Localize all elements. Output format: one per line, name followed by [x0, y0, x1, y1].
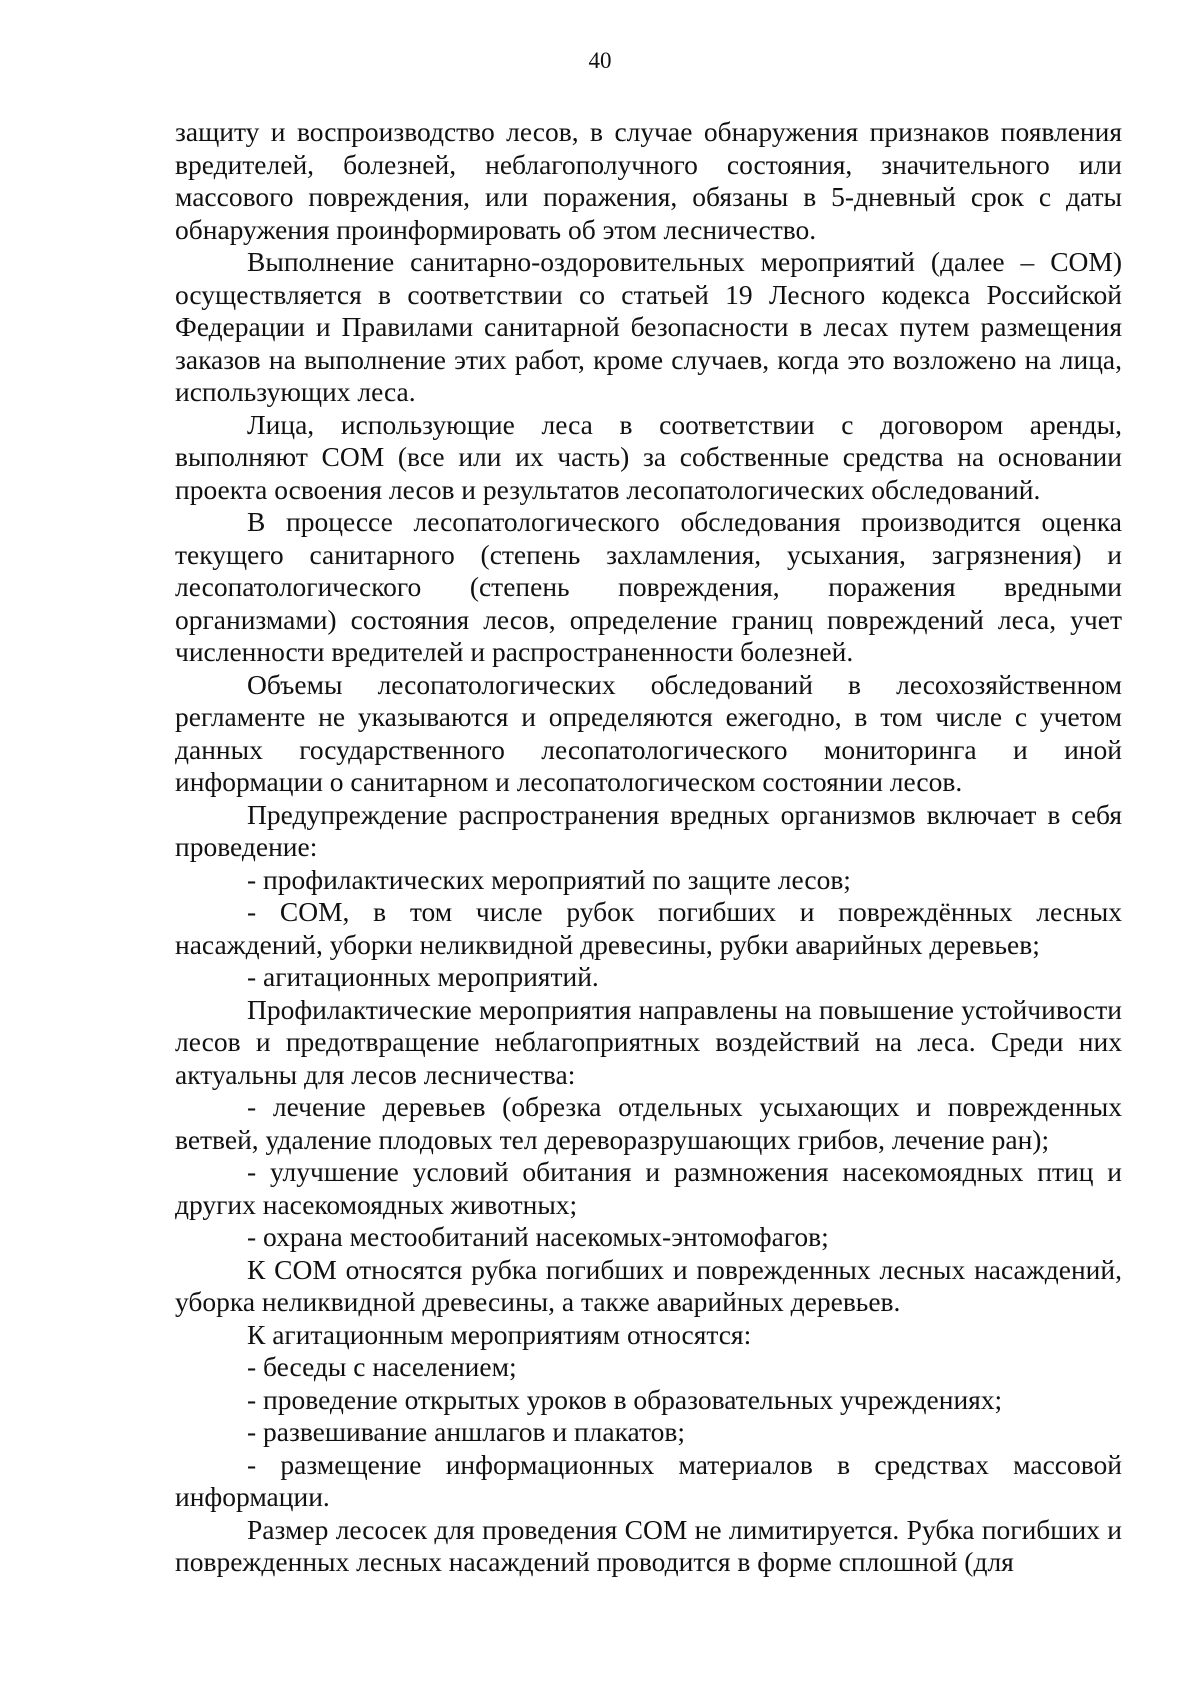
paragraph-survey-volumes: Объемы лесопатологических обследований в лесохозяйственном регламенте не указываются и определяются ежегодно, в том числе с учетом данных государственного лесопатологического мониторинга и иной информации о санитарном и лесопатологическом состоянии лесов. — [175, 668, 1122, 797]
list-item: - проведение открытых уроков в образовательных учреждениях; — [247, 1383, 1003, 1415]
paragraph-continuation: защиту и воспроизводство лесов, в случае обнаружения признаков появления вредителей, болезней, неблагополучного состояния, значительного или массового повреждения, или поражения, обязаны в 5-дневный срок с даты обнаружения проинформировать об этом лесничество. — [175, 116, 1122, 245]
list-item: - лечение деревьев (обрезка отдельных усыхающих и поврежденных ветвей, удаление плодовых тел дереворазрушающих грибов, лечение ран); — [175, 1091, 1122, 1155]
list-item: - СОМ, в том числе рубок погибших и повреждённых лесных насаждений, уборки неликвидной древесины, рубки аварийных деревьев; — [175, 896, 1122, 960]
page-number: 40 — [588, 48, 612, 73]
paragraph-lessees: Лица, использующие леса в соответствии с договором аренды, выполняют СОМ (все или их часть) за собственные средства на основании проекта освоения лесов и результатов лесопатологических обследований. — [175, 408, 1122, 505]
paragraph-cutting-size: Размер лесосек для проведения СОМ не лимитируется. Рубка погибших и поврежденных лесных насаждений проводится в форме сплошной (для — [175, 1513, 1122, 1577]
list-item: - охрана местообитаний насекомых-энтомофагов; — [247, 1221, 829, 1252]
list-item: - агитационных мероприятий. — [247, 961, 599, 992]
paragraph-som-execution: Выполнение санитарно-оздоровительных мероприятий (далее – СОМ) осуществляется в соответствии со статьей 19 Лесного кодекса Российской Федерации и Правилами санитарной безопасности в лесах путем размещения заказов на выполнение этих работ, кроме случаев, когда это возложено на лица, использующих леса. — [175, 246, 1122, 407]
list-item: - размещение информационных материалов в средствах массовой информации. — [175, 1448, 1122, 1512]
paragraph-campaign-measures: К агитационным мероприятиям относятся: — [247, 1318, 752, 1350]
list-item: - беседы с населением; — [247, 1351, 517, 1382]
paragraph-preventive-measures: Профилактические мероприятия направлены на повышение устойчивости лесов и предотвращение неблагоприятных воздействий на леса. Среди них актуальны для лесов лесничества: — [175, 993, 1122, 1090]
paragraph-survey-process: В процессе лесопатологического обследования производится оценка текущего санитарного (степень захламления, усыхания, загрязнения) и лесопатологического (степень повреждения, поражения вредными организмами) состояния лесов, определение границ повреждений леса, учет численности вредителей и распространенности болезней. — [175, 506, 1122, 667]
list-item: - улучшение условий обитания и размножения насекомоядных птиц и других насекомоядных животных; — [175, 1156, 1122, 1220]
paragraph-prevention: Предупреждение распространения вредных организмов включает в себя проведение: — [175, 798, 1122, 862]
list-item: - профилактических мероприятий по защите лесов; — [247, 863, 851, 895]
list-item: - развешивание аншлагов и плакатов; — [247, 1416, 686, 1447]
document-body — [175, 116, 1122, 1579]
paragraph-som-includes: К СОМ относятся рубка погибших и поврежденных лесных насаждений, уборка неликвидной древесины, а также аварийных деревьев. — [175, 1253, 1122, 1317]
